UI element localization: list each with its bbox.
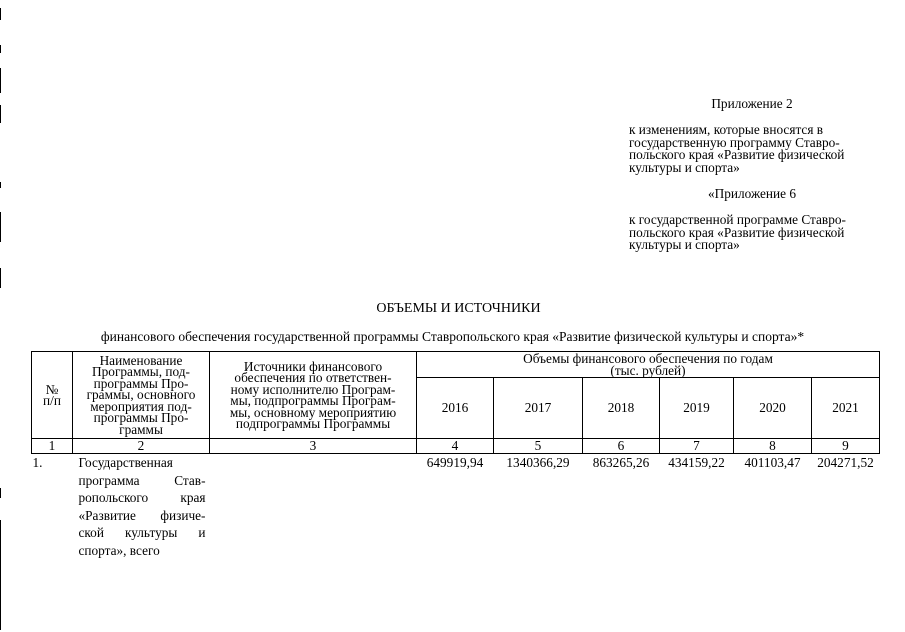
row-source <box>210 454 417 560</box>
row-value-2020: 401103,47 <box>744 455 801 470</box>
row-value-2019: 434159,22 <box>668 455 725 470</box>
column-index: 8 <box>734 439 812 454</box>
scan-edge-mark <box>0 268 1 288</box>
row-value-2021: 204271,52 <box>817 455 874 470</box>
scan-edge-mark <box>0 520 1 630</box>
column-index: 9 <box>812 439 880 454</box>
header-year: 2021 <box>812 378 880 439</box>
table-header-row <box>32 352 880 378</box>
appendix-title-secondary: «Приложение 6 <box>708 186 796 201</box>
financing-table <box>31 351 880 559</box>
header-volumes: Объемы финансового обеспечения по годам (тыс. рублей) <box>417 352 880 378</box>
scan-edge-mark <box>0 68 1 93</box>
row-name: Государственная программа Став- ропольского края «Развитие физиче- ской культуры и спорта», всего <box>78 455 206 558</box>
document-title: ОБЪЕМЫ И ИСТОЧНИКИ <box>376 301 541 316</box>
appendix-text-secondary: к государственной программе Ставро- польского края «Развитие физической культуры и спорта» <box>629 212 846 252</box>
scan-edge-mark <box>0 45 1 53</box>
header-year: 2018 <box>583 378 660 439</box>
column-index: 4 <box>417 439 494 454</box>
scan-edge-mark <box>0 212 1 242</box>
header-year: 2016 <box>417 378 494 439</box>
table-index-row <box>32 439 880 454</box>
column-index: 5 <box>494 439 583 454</box>
scan-edge-mark <box>0 488 1 498</box>
scan-edge-mark <box>0 105 1 123</box>
row-value-2016: 649919,94 <box>426 455 484 470</box>
column-index: 7 <box>660 439 734 454</box>
header-year: 2019 <box>660 378 734 439</box>
document-subtitle: финансового обеспечения государственной программы Ставропольского края «Развитие физической культуры и спорта»* <box>100 329 805 344</box>
table-row <box>32 454 880 560</box>
column-index: 1 <box>32 439 73 454</box>
appendix-title: Приложение 2 <box>711 96 793 111</box>
header-year: 2020 <box>734 378 812 439</box>
scan-edge-mark <box>0 8 1 20</box>
column-index: 2 <box>73 439 210 454</box>
column-index: 3 <box>210 439 417 454</box>
row-value-2017: 1340366,29 <box>506 455 570 470</box>
scan-edge-mark <box>0 182 1 188</box>
header-sources: Источники финансового обеспечения по ответствен- ному исполнителю Програм- мы, подпрограммы Програм- мы, основному мероприятию подпрограммы Программы <box>210 352 417 439</box>
row-value-2018: 863265,26 <box>592 455 650 470</box>
column-index: 6 <box>583 439 660 454</box>
header-number: № п/п <box>32 352 73 439</box>
appendix-text: к изменениям, которые вносятся в государственную программу Ставро- польского края «Развитие физической культуры и спорта» <box>629 122 845 175</box>
header-year: 2017 <box>494 378 583 439</box>
header-name: Наименование Программы, под- программы Про- граммы, основного мероприятия под- программы Про- граммы <box>73 352 210 439</box>
row-number: 1. <box>32 455 43 470</box>
